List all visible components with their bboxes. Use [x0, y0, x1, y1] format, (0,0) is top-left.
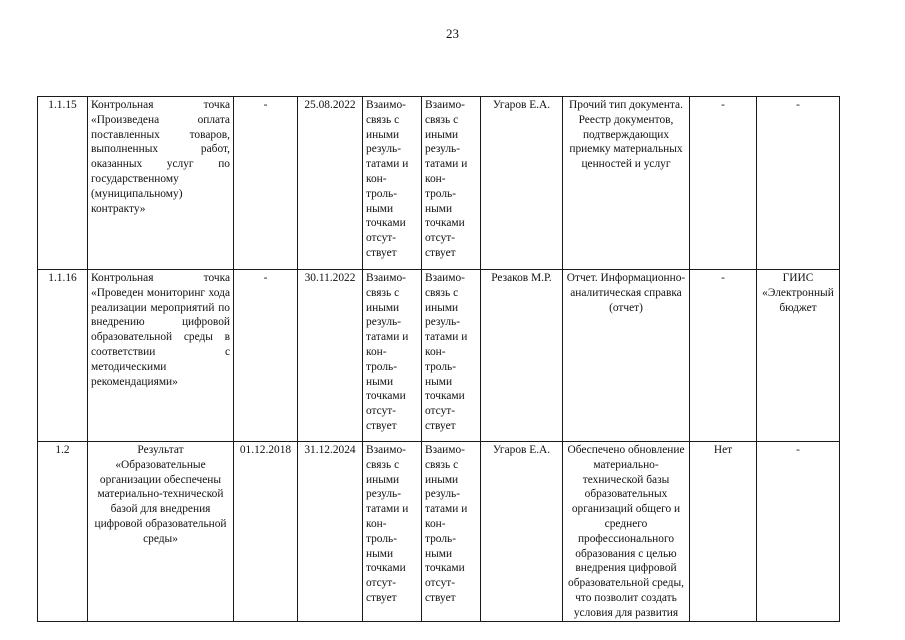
table-row: [38, 97, 840, 270]
responsible: Резаков М.Р.: [481, 270, 563, 442]
row-number: 1.1.15: [38, 97, 88, 270]
link-successors: Взаимо- связь с иными резуль- татами и кон- троль- ными точками отсут- ствует: [422, 442, 481, 622]
control-point-name: Контрольная точка «Проведен мониторинг хода реализации мероприятий по внедрению цифровой образовательной среды в соответствии с методическими рекомендациями»: [88, 270, 234, 442]
plan-table: [37, 96, 840, 622]
row-number: 1.1.16: [38, 270, 88, 442]
link-successors: Взаимо- связь с иными резуль- татами и кон- троль- ными точками отсут- ствует: [422, 97, 481, 270]
row-number: 1.2: [38, 442, 88, 622]
col-9-value: -: [690, 97, 757, 270]
link-successors: Взаимо- связь с иными резуль- татами и кон- троль- ными точками отсут- ствует: [422, 270, 481, 442]
col-9-value: -: [690, 270, 757, 442]
result-document: Прочий тип документа. Реестр документов, подтверждающих приемку материальных ценностей и услуг: [563, 97, 690, 270]
start-date: -: [234, 97, 298, 270]
responsible: Угаров Е.А.: [481, 97, 563, 270]
col-10-value: -: [757, 442, 840, 622]
link-predecessors: Взаимо- связь с иными резуль- татами и кон- троль- ными точками отсут- ствует: [363, 97, 422, 270]
col-9-value: Нет: [690, 442, 757, 622]
start-date: 01.12.2018: [234, 442, 298, 622]
table-row: [38, 442, 840, 622]
page-number: 23: [446, 26, 459, 41]
result-name: Результат «Образовательные организации обеспечены материально-технической базой для внедрения цифровой образовательной среды»: [88, 442, 234, 622]
link-predecessors: Взаимо- связь с иными резуль- татами и кон- троль- ными точками отсут- ствует: [363, 270, 422, 442]
link-predecessors: Взаимо- связь с иными резуль- татами и кон- троль- ными точками отсут- ствует: [363, 442, 422, 622]
end-date: 30.11.2022: [298, 270, 363, 442]
col-10-value: -: [757, 97, 840, 270]
end-date: 31.12.2024: [298, 442, 363, 622]
responsible: Угаров Е.А.: [481, 442, 563, 622]
start-date: -: [234, 270, 298, 442]
result-description: Обеспечено обновление материально-технической базы образовательных организаций общего и среднего профессионального образования с целью внедрения цифровой образовательной среды, что позволит создать условия для развития: [563, 442, 690, 622]
result-document: Отчет. Информационно-аналитическая справка (отчет): [563, 270, 690, 442]
table-row: [38, 270, 840, 442]
control-point-name: Контрольная точка «Произведена оплата поставленных товаров, выполненных работ, оказанных услуг по государственному (муниципальному) контракту»: [88, 97, 234, 270]
end-date: 25.08.2022: [298, 97, 363, 270]
col-10-value: ГИИС «Электронный бюджет: [757, 270, 840, 442]
